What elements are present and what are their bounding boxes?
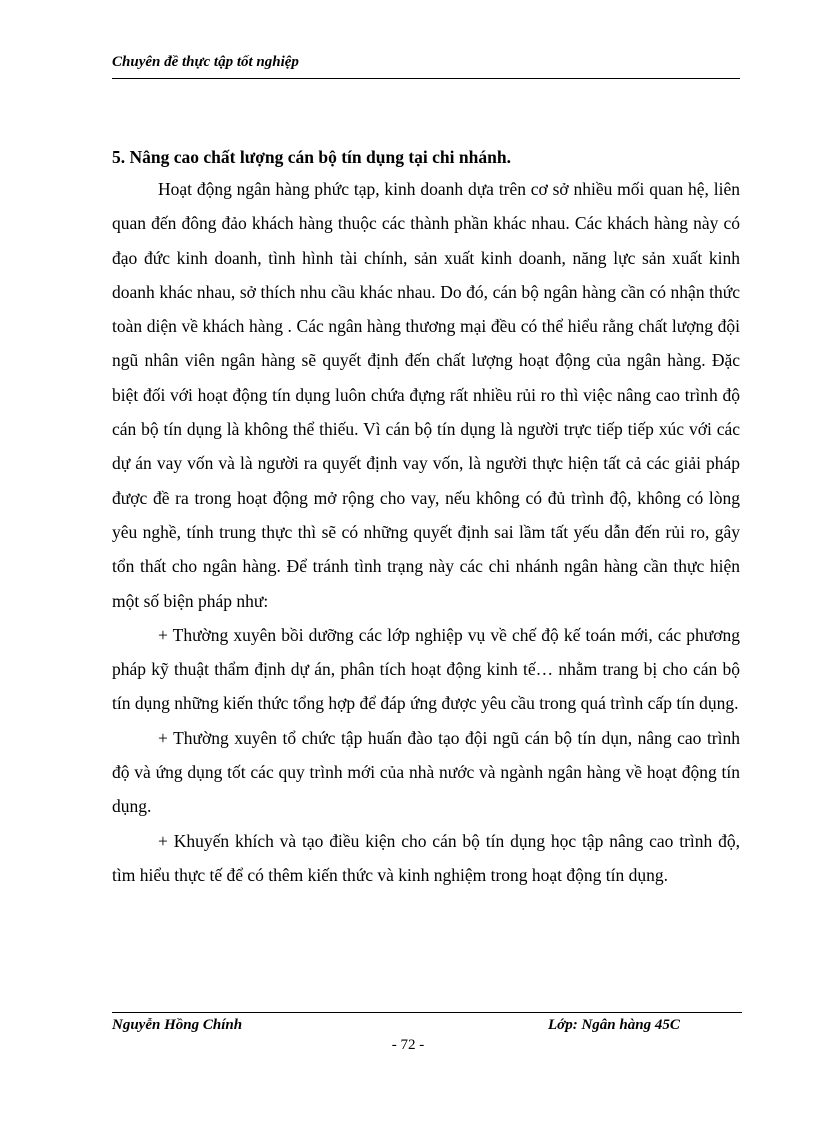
section-title: 5. Nâng cao chất lượng cán bộ tín dụng tại chi nhánh. (112, 147, 511, 167)
paragraph: + Thường xuyên tổ chức tập huấn đào tạo đội ngũ cán bộ tín dụn, nâng cao trình độ và ứng dụng tốt các quy trình mới của nhà nước và ngành ngân hàng về hoạt động tín dụng. (112, 727, 740, 817)
page-number: - 72 - (391, 1037, 425, 1053)
footer-author: Nguyễn Hồng Chính (112, 1017, 243, 1033)
document-body (112, 142, 740, 892)
footer-divider (112, 1012, 742, 1013)
paragraph: + Thường xuyên bồi dưỡng các lớp nghiệp vụ về chế độ kế toán mới, các phương pháp kỹ thuật thẩm định dự án, phân tích hoạt động kinh tế… nhằm trang bị cho cán bộ tín dụng những kiến thức tổng hợp để đáp ứng được yêu cầu trong quá trình cấp tín dụng. (112, 624, 740, 714)
paragraph: + Khuyến khích và tạo điều kiện cho cán bộ tín dụng học tập nâng cao trình độ, tìm hiểu thực tế để có thêm kiến thức và kinh nghiệm trong hoạt động tín dụng. (112, 830, 740, 885)
header-title: Chuyên đề thực tập tốt nghiệp (112, 54, 299, 70)
footer-class: Lớp: Ngân hàng 45C (548, 1017, 680, 1033)
page-header (112, 50, 740, 79)
paragraph: Hoạt động ngân hàng phức tạp, kinh doanh dựa trên cơ sở nhiều mối quan hệ, liên quan đến đông đảo khách hàng thuộc các thành phần khác nhau. Các khách hàng này có đạo đức kinh doanh, tình hình tài chính, sản xuất kinh doanh, năng lực sản xuất kinh doanh khác nhau, sở thích nhu cầu khác nhau. Do đó, cán bộ ngân hàng cần có nhận thức toàn diện về khách hàng . Các ngân hàng thương mại đều có thể hiểu rằng chất lượng đội ngũ nhân viên ngân hàng sẽ quyết định đến chất lượng hoạt động của ngân hàng. Đặc biệt đối với hoạt động tín dụng luôn chứa đựng rất nhiều rủi ro thì việc nâng cao trình độ cán bộ tín dụng là không thể thiếu. Vì cán bộ tín dụng là người trực tiếp tiếp xúc với các dự án vay vốn và là người ra quyết định vay vốn, là người thực hiện tất cả các giải pháp được đề ra trong hoạt động mở rộng cho vay, nếu không có đủ trình độ, không có lòng yêu nghề, tính trung thực thì sẽ có những quyết định sai lầm tất yếu dẫn đến rủi ro, gây tổn thất cho ngân hàng. Để tránh tình trạng này các chi nhánh ngân hàng cần thực hiện một số biện pháp như: (112, 179, 740, 611)
